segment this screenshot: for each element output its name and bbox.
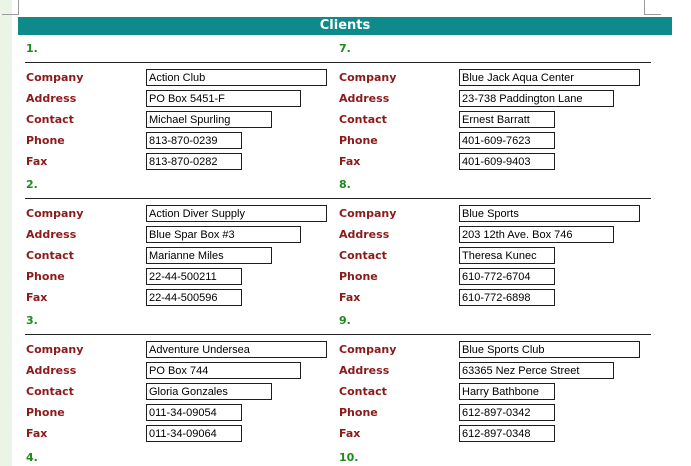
company-label: Company xyxy=(26,343,84,356)
address-field[interactable]: 203 12th Ave. Box 746 xyxy=(459,226,614,243)
page-corner-mark-left xyxy=(2,0,19,15)
record-number: 3. xyxy=(26,314,38,327)
fax-field[interactable]: 22-44-500596 xyxy=(146,289,242,306)
company-label: Company xyxy=(339,71,397,84)
address-field[interactable]: PO Box 5451-F xyxy=(146,90,301,107)
company-label: Company xyxy=(26,207,84,220)
fax-field[interactable]: 011-34-09064 xyxy=(146,425,242,442)
phone-label: Phone xyxy=(26,406,65,419)
phone-label: Phone xyxy=(339,134,378,147)
page-corner-mark-right xyxy=(644,0,661,15)
company-field[interactable]: Blue Sports xyxy=(459,205,640,222)
contact-label: Contact xyxy=(26,113,74,126)
client-record xyxy=(25,37,338,173)
company-field[interactable]: Action Diver Supply xyxy=(146,205,327,222)
phone-label: Phone xyxy=(26,270,65,283)
address-label: Address xyxy=(339,364,390,377)
record-number: 7. xyxy=(339,42,351,55)
phone-label: Phone xyxy=(339,270,378,283)
company-field[interactable]: Blue Jack Aqua Center xyxy=(459,69,640,86)
fax-label: Fax xyxy=(26,427,48,440)
address-label: Address xyxy=(339,92,390,105)
right-records-column xyxy=(338,37,651,445)
address-field[interactable]: PO Box 744 xyxy=(146,362,301,379)
record-number: 1. xyxy=(26,42,38,55)
address-field[interactable]: Blue Spar Box #3 xyxy=(146,226,301,243)
record-number: 10. xyxy=(339,451,359,464)
fax-field[interactable]: 401-609-9403 xyxy=(459,153,555,170)
client-record xyxy=(338,309,651,445)
contact-label: Contact xyxy=(26,385,74,398)
fax-field[interactable]: 813-870-0282 xyxy=(146,153,242,170)
record-number: 2. xyxy=(26,178,38,191)
contact-field[interactable]: Theresa Kunec xyxy=(459,247,555,264)
contact-field[interactable]: Michael Spurling xyxy=(146,111,272,128)
company-label: Company xyxy=(339,343,397,356)
client-record xyxy=(25,173,338,309)
address-label: Address xyxy=(26,364,77,377)
record-divider xyxy=(338,198,651,199)
client-record xyxy=(338,173,651,309)
fax-label: Fax xyxy=(339,427,361,440)
phone-label: Phone xyxy=(26,134,65,147)
phone-field[interactable]: 401-609-7623 xyxy=(459,132,555,149)
fax-label: Fax xyxy=(339,291,361,304)
phone-field[interactable]: 011-34-09054 xyxy=(146,404,242,421)
phone-field[interactable]: 612-897-0342 xyxy=(459,404,555,421)
record-divider xyxy=(25,198,338,199)
record-divider xyxy=(25,334,338,335)
record-divider xyxy=(25,62,338,63)
company-label: Company xyxy=(339,207,397,220)
contact-field[interactable]: Ernest Barratt xyxy=(459,111,555,128)
record-divider xyxy=(338,334,651,335)
contact-label: Contact xyxy=(26,249,74,262)
fax-label: Fax xyxy=(26,291,48,304)
phone-field[interactable]: 813-870-0239 xyxy=(146,132,242,149)
address-label: Address xyxy=(26,92,77,105)
record-number: 4. xyxy=(26,451,38,464)
record-number: 9. xyxy=(339,314,351,327)
contact-label: Contact xyxy=(339,385,387,398)
phone-label: Phone xyxy=(339,406,378,419)
fax-label: Fax xyxy=(26,155,48,168)
address-field[interactable]: 63365 Nez Perce Street xyxy=(459,362,614,379)
contact-label: Contact xyxy=(339,113,387,126)
left-records-column xyxy=(25,37,338,445)
contact-field[interactable]: Gloria Gonzales xyxy=(146,383,272,400)
report-title: Clients xyxy=(18,17,672,35)
client-record xyxy=(338,37,651,173)
fax-field[interactable]: 612-897-0348 xyxy=(459,425,555,442)
page-margin-strip xyxy=(0,0,12,466)
contact-field[interactable]: Harry Bathbone xyxy=(459,383,555,400)
company-field[interactable]: Adventure Undersea xyxy=(146,341,327,358)
company-field[interactable]: Blue Sports Club xyxy=(459,341,640,358)
company-field[interactable]: Action Club xyxy=(146,69,327,86)
client-record xyxy=(25,309,338,445)
record-divider xyxy=(338,62,651,63)
contact-field[interactable]: Marianne Miles xyxy=(146,247,272,264)
fax-label: Fax xyxy=(339,155,361,168)
phone-field[interactable]: 610-772-6704 xyxy=(459,268,555,285)
address-label: Address xyxy=(339,228,390,241)
company-label: Company xyxy=(26,71,84,84)
phone-field[interactable]: 22-44-500211 xyxy=(146,268,242,285)
fax-field[interactable]: 610-772-6898 xyxy=(459,289,555,306)
contact-label: Contact xyxy=(339,249,387,262)
address-label: Address xyxy=(26,228,77,241)
record-number: 8. xyxy=(339,178,351,191)
address-field[interactable]: 23-738 Paddington Lane xyxy=(459,90,614,107)
